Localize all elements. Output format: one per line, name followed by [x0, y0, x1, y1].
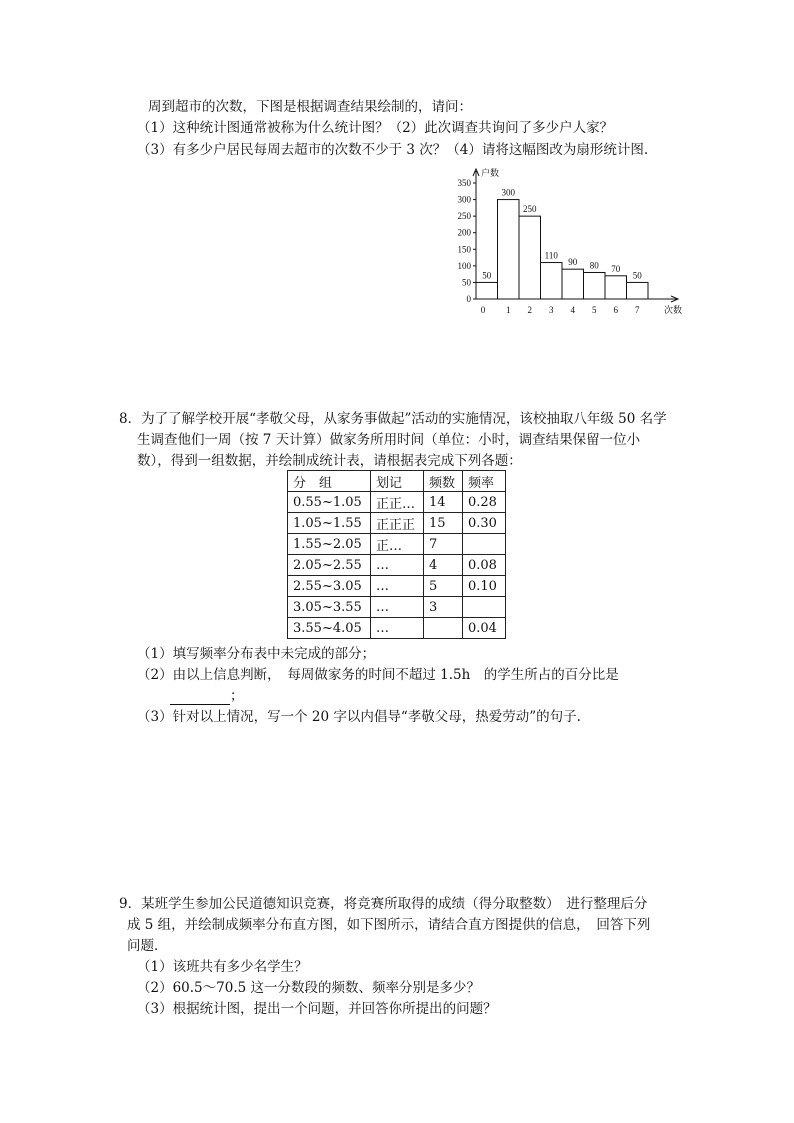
- table-cell: [424, 618, 463, 639]
- bar: [562, 269, 584, 299]
- bar-data-label: 80: [589, 260, 599, 271]
- y-tick-label: 250: [457, 211, 471, 222]
- table-row: [288, 555, 506, 576]
- y-tick-label: 350: [457, 178, 471, 188]
- x-tick-label: 3: [549, 305, 554, 315]
- table-cell: 正正…: [371, 492, 424, 513]
- table-cell: 15: [424, 513, 463, 534]
- table-cell: 正正正: [371, 513, 424, 534]
- table-header-cell: 频率: [463, 471, 506, 492]
- table-cell: 1.55~2.05: [288, 534, 371, 555]
- y-tick-label: 100: [457, 260, 471, 271]
- q9-line2: 成 5 组，并绘制成频率分布直方图，如下图所示，请结合直方图提供的信息， 回答下列: [127, 917, 651, 933]
- table-cell: …: [371, 576, 424, 597]
- bar-data-label: 90: [568, 257, 578, 268]
- x-tick-label: 0: [480, 305, 486, 315]
- table-cell: 0.55~1.05: [288, 492, 371, 513]
- q9-sub3: （3）根据统计图，提出一个问题，并回答你所提出的问题？: [137, 1001, 497, 1017]
- table-cell: 0.30: [463, 513, 506, 534]
- x-tick-label: 1: [506, 305, 511, 315]
- table-row: [288, 576, 506, 597]
- y-tick-label: 150: [457, 244, 471, 255]
- table-cell: [463, 534, 506, 555]
- x-tick-label: 6: [613, 305, 618, 315]
- y-tick-label: 300: [457, 194, 471, 205]
- bar-data-label: 300: [501, 187, 515, 198]
- y-tick-label: 200: [457, 227, 471, 238]
- q7-intro: 周到超市的次数，下图是根据调查结果绘制的，请问：: [148, 99, 472, 115]
- q8-line1: 8．为了了解学校开展“孝敬父母，从家务事做起”活动的实施情况，该校抽取八年级 50 名学: [119, 411, 667, 427]
- table-cell: 0.04: [463, 618, 506, 639]
- q8-sub3: （3）针对以上情况，写一个 20 字以内倡导“孝敬父母，热爱劳动”的句子.: [137, 709, 581, 725]
- table-cell: …: [371, 597, 424, 618]
- q9-line3: 问题．: [127, 938, 168, 954]
- q8-line2: 生调查他们一周（按 7 天计算）做家务所用时间（单位：小时，调查结果保留一位小: [137, 432, 641, 448]
- y-tick-label: 50: [462, 277, 471, 288]
- bar-data-label: 50: [482, 270, 492, 281]
- table-cell: 3.55~4.05: [288, 618, 371, 639]
- table-row: [288, 492, 506, 513]
- q8-sub1: （1）填写频率分布表中未完成的部分；: [137, 646, 376, 662]
- q9-line1: 9．某班学生参加公民道德知识竞赛，将竞赛所取得的成绩（得分取整数） 进行整理后分: [119, 896, 648, 912]
- table-cell: 0.08: [463, 555, 506, 576]
- bar: [498, 200, 520, 299]
- table-cell: 2.05~2.55: [288, 555, 371, 576]
- table-cell: 3: [424, 597, 463, 618]
- q9-sub2: （2）60.5～70.5 这一分数段的频数、频率分别是多少？: [137, 980, 480, 996]
- x-axis-title: 次数: [664, 305, 683, 315]
- bar: [476, 282, 498, 299]
- table-cell: …: [371, 555, 424, 576]
- table-cell: 4: [424, 555, 463, 576]
- table-header-row: [288, 471, 506, 492]
- table-header-cell: 频数: [424, 471, 463, 492]
- bar: [627, 282, 649, 299]
- table-cell: [463, 597, 506, 618]
- x-tick-label: 7: [635, 305, 640, 315]
- q9-sub1: （1）该班共有多少名学生？: [137, 959, 308, 975]
- q8-line3: 数），得到一组数据，并绘制成统计表，请根据表完成下列各题：: [137, 453, 522, 469]
- bar-data-label: 70: [611, 263, 621, 274]
- table-cell: 14: [424, 492, 463, 513]
- bar: [605, 276, 627, 299]
- x-tick-label: 2: [527, 305, 532, 315]
- x-tick-label: 5: [592, 305, 597, 315]
- table-cell: …: [371, 618, 424, 639]
- households-bar-chart: [438, 165, 683, 325]
- table-cell: 0.28: [463, 492, 506, 513]
- q7-line1: （1）这种统计图通常被称为什么统计图？（2）此次调查共询问了多少户人家？: [137, 120, 614, 136]
- table-cell: 5: [424, 576, 463, 597]
- y-axis-title: 户数: [481, 168, 500, 178]
- table-row: [288, 534, 506, 555]
- q8-sub2: （2）由以上信息判断， 每周做家务的时间不超过 1.5h 的学生所占的百分比是: [137, 667, 619, 683]
- q8-sub2-answer-line: [170, 687, 244, 705]
- bar: [584, 272, 606, 299]
- table-row: [288, 513, 506, 534]
- x-tick-label: 4: [570, 305, 575, 315]
- bar-data-label: 50: [632, 270, 642, 281]
- table-cell: 2.55~3.05: [288, 576, 371, 597]
- table-cell: 正…: [371, 534, 424, 555]
- q8-sub2-end: ；: [230, 688, 244, 704]
- table-cell: 3.05~3.55: [288, 597, 371, 618]
- answer-blank: [170, 690, 230, 705]
- q7-line2: （3）有多少户居民每周去超市的次数不少于 3 次？（4）请将这幅图改为扇形统计图.: [137, 142, 649, 158]
- table-cell: 1.05~1.55: [288, 513, 371, 534]
- bar: [519, 216, 541, 299]
- table-cell: 0.10: [463, 576, 506, 597]
- table-cell: 7: [424, 534, 463, 555]
- y-tick-label: 0: [466, 294, 471, 304]
- table-row: [288, 618, 506, 639]
- table-row: [288, 597, 506, 618]
- table-header-cell: 分 组: [288, 471, 371, 492]
- bar-data-label: 110: [544, 250, 558, 261]
- bar: [541, 263, 563, 299]
- bar-data-label: 250: [523, 204, 537, 215]
- table-header-cell: 划记: [371, 471, 424, 492]
- frequency-table: [287, 470, 506, 639]
